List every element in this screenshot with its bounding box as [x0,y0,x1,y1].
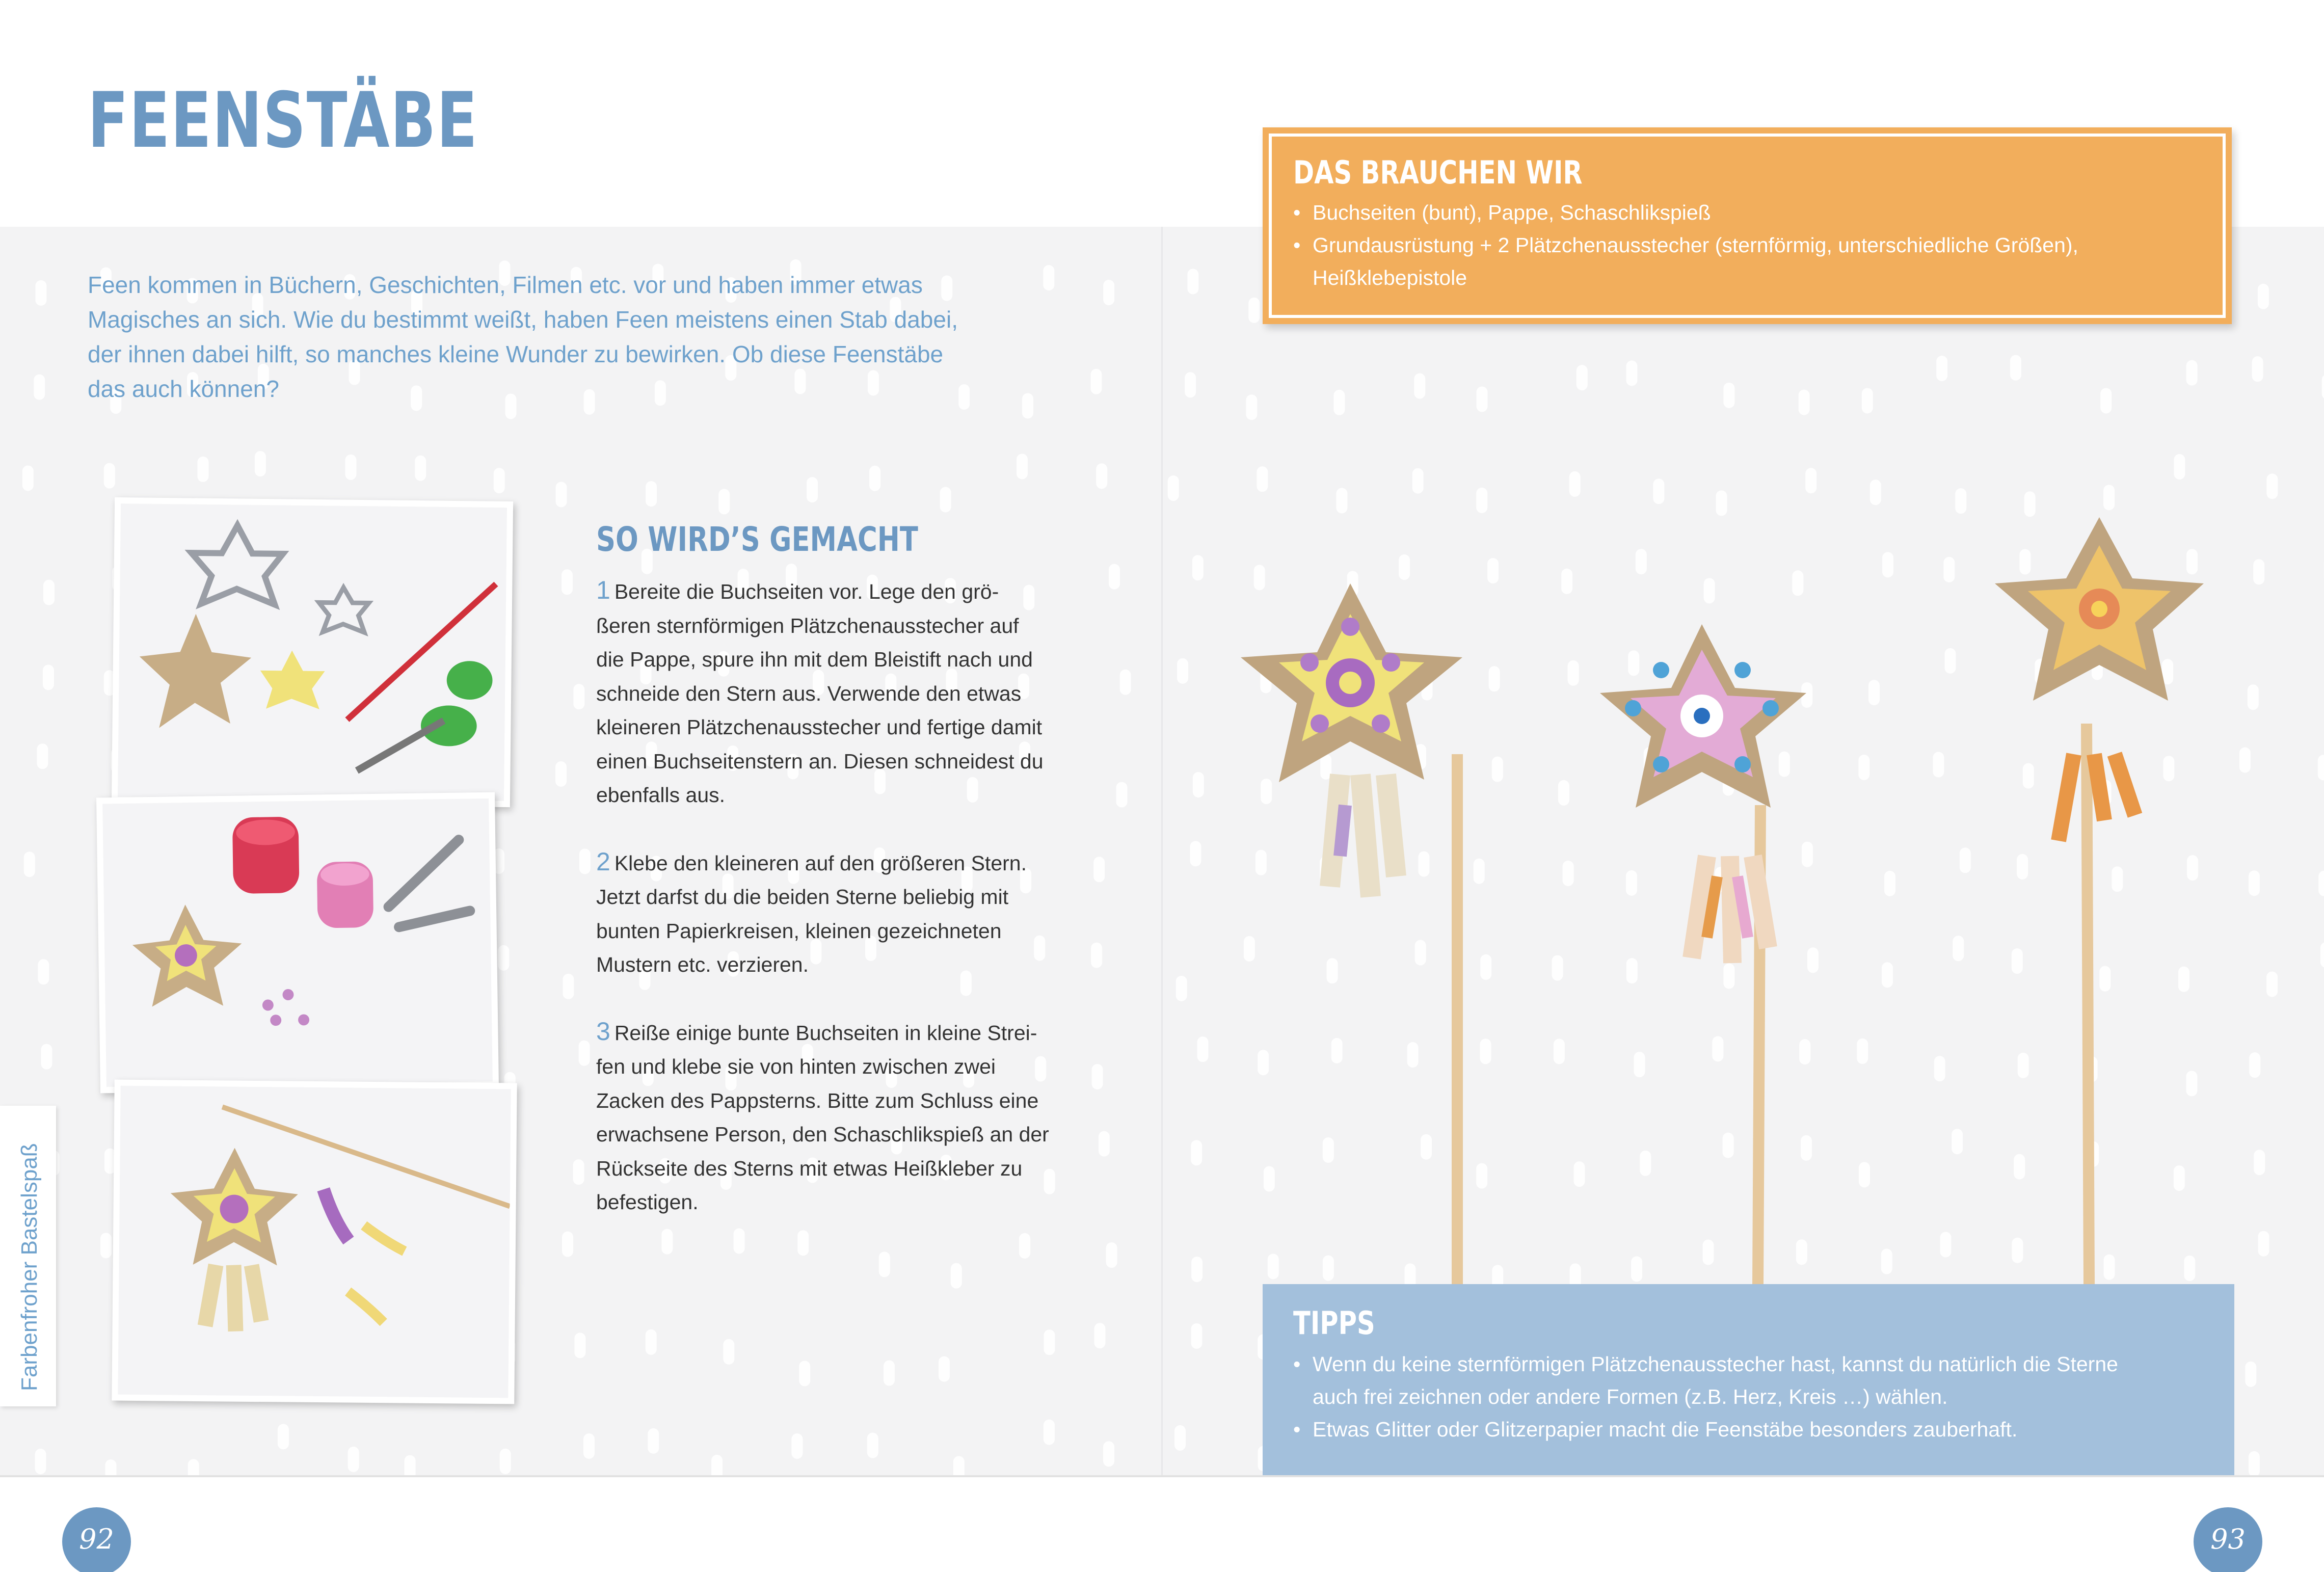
paper-punch-image [102,798,493,1087]
page-title: FEENSTÄBE [88,76,478,165]
step-item [596,845,1065,982]
materials-box [1263,127,2232,324]
page-gutter [1161,227,1163,1475]
instruction-steps [596,573,1065,1252]
materials-item: • Grundausrüstung + 2 Plätzchenausstecher (sternförmig, unterschiedliche Größen), Heißklebepistole [1293,229,2200,294]
materials-list [1293,196,2200,294]
finished-star-image [118,1086,511,1398]
page-number-left: 92 [62,1507,131,1572]
step-text: Reiße einige bunte Buchseiten in kleine Strei- fen und klebe sie von hinten zwischen zwei Zacken des Pappsterns. Bitte zum Schluss eine erwachsene Person, den Schaschlikspieß an der Rückseite des Sterns mit etwas Heißkleber zu befestigen. [596,1021,1049,1214]
tips-box [1263,1284,2234,1475]
tips-item: • Wenn du keine sternförmigen Plätzchenausstecher hast, kannst du natürlich die Sterne auch frei zeichnen oder andere Formen (z.B. Herz, Kreis …) wählen. [1293,1348,2210,1413]
intro-text: Feen kommen in Büchern, Geschichten, Filmen etc. vor und haben immer etwas Magisches an sich. Wie du bestimmt weißt, haben Feen meistens einen Stab dabei, der ihnen dabei hilft, so manches kleine Wunder zu bewirken. Ob diese Feenstäbe das auch können? [88,272,958,402]
step-item [596,1015,1065,1219]
step-photo-1 [112,497,513,807]
step-text: Klebe den kleineren auf den größeren Stern. Jetzt darfst du die beiden Sterne beliebig mit bunten Papierkreisen, kleinen gezeichneten Mustern etc. verzieren. [596,851,1027,976]
tips-heading: TIPPS [1293,1304,1375,1342]
page-number-right: 93 [2194,1507,2262,1572]
step-number: 3 [596,1017,610,1046]
step-item [596,573,1065,812]
tips-list [1293,1348,2210,1446]
cookie-cutters-image [118,503,507,801]
step-photo-2 [96,792,499,1094]
bottom-band [0,1475,2324,1572]
step-text: Bereite die Buchseiten vor. Lege den grö- ßeren sternförmigen Plätzchenausstecher auf die Pappe, spure ihn mit dem Bleistift nach und schneide den Stern aus. Verwende den etwas kleineren Plätzchenausstecher und fertige damit einen Buchseitenstern an. Diesen schneidest du ebenfalls aus. [596,580,1044,807]
instructions-heading: SO WIRD’S GEMACHT [596,520,918,559]
fairy-wands-photo [1192,489,2288,1284]
materials-item: • Buchseiten (bunt), Pappe, Schaschlikspieß [1293,196,2200,229]
fairy-wands-image [1192,489,2288,1284]
step-photo-3 [112,1080,517,1404]
materials-heading: DAS BRAUCHEN WIR [1293,154,1583,191]
step-number: 1 [596,576,610,604]
step-number: 2 [596,847,610,876]
tips-item: • Etwas Glitter oder Glitzerpapier macht die Feenstäbe besonders zauberhaft. [1293,1413,2210,1446]
section-label: Farbenfroher Bastelspaß [17,1143,42,1391]
